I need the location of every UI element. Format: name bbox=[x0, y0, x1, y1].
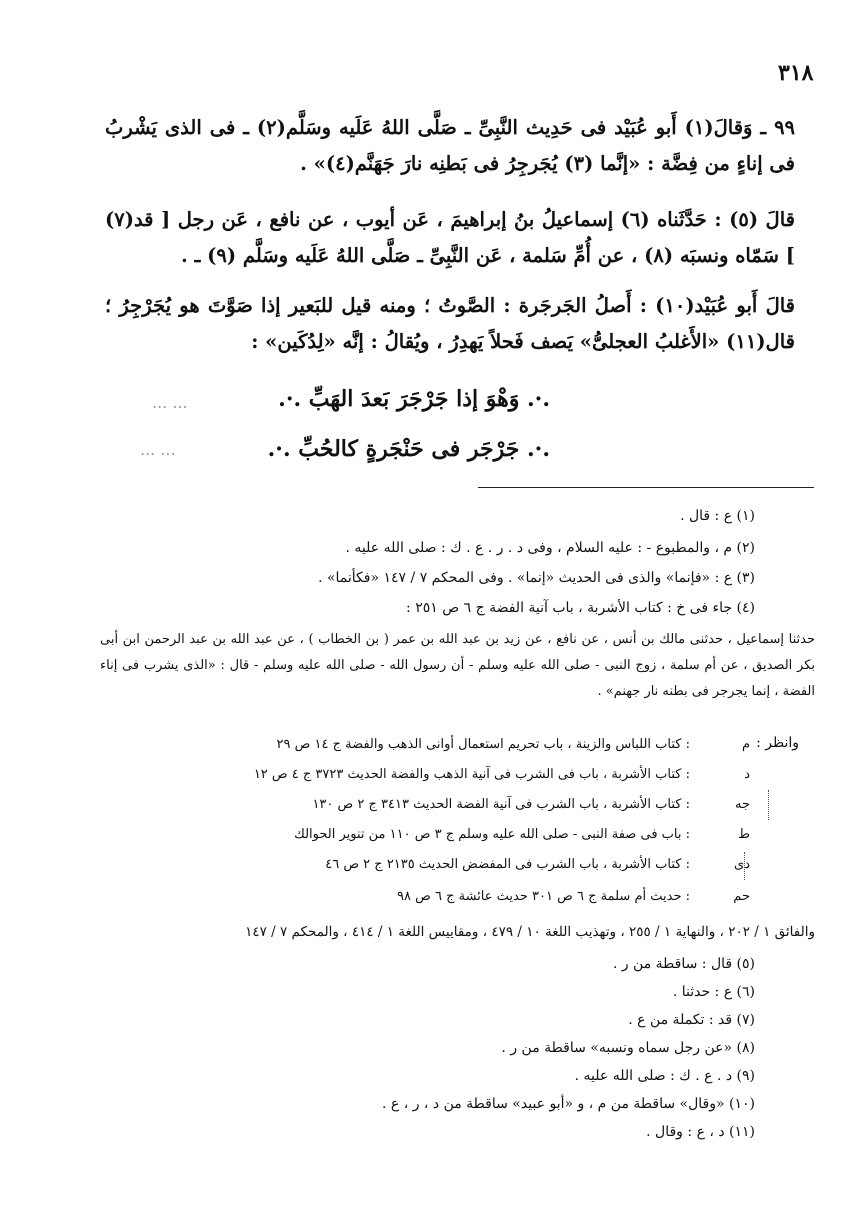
footnote-5: (٥) قال : ساقطة من ر . bbox=[612, 956, 755, 972]
footnote-1: (١) ع : قال . bbox=[680, 508, 755, 524]
reference-code: د bbox=[744, 767, 750, 782]
margin-bracket bbox=[760, 790, 769, 820]
faint-mark-1: ... ... bbox=[152, 393, 188, 412]
footnote-10: (١٠) «وقال» ساقطة من م ، و «أبو عبيد» ساقطة من د ، ر ، ع . bbox=[382, 1096, 755, 1112]
footnote-8: (٨) «عن رجل سماه ونسبه» ساقطة من ر . bbox=[501, 1040, 755, 1056]
see-also-label: وانظر : bbox=[756, 735, 799, 751]
footnote-7: (٧) قد : تكملة من ع . bbox=[628, 1012, 755, 1028]
page-number: ٣١٨ bbox=[778, 60, 814, 86]
margin-bracket bbox=[736, 852, 745, 880]
reference-text: : كتاب اللباس والزينة ، باب تحريم استعمال أوانى الذهب والفضة ج ١٤ ص ٢٩ bbox=[276, 737, 690, 752]
paragraph-explanation: قالَ أَبو عُبَيْد(١٠) : أَصلُ الجَرجَرة : الصَّوتُ ؛ ومنه قيل للبَعير إذا صَوَّتَ هو يُجَرْجِرُ ؛ قال(١١) «الأَغلبُ العجلىُّ» يَصف فَحلاً يَهدِرُ ، ويُقالُ : إنَّه «لِدُكَين» : bbox=[105, 294, 796, 353]
reference-text: : كتاب الأشربة ، باب فى الشرب فى آنية الذهب والفضة الحديث ٣٧٢٣ ج ٤ ص ١٢ bbox=[253, 767, 690, 782]
faint-mark-2: ... ... bbox=[140, 440, 176, 459]
verse-line-1: .·. وَهْوَ إذا جَرْجَرَ بَعدَ الهَبِّ .·. bbox=[278, 386, 550, 412]
footnote-3: (٣) ع : «فإنما» والذى فى الحديث «إنما» . وفى المحكم ٧ / ١٤٧ «فكأنما» . bbox=[318, 570, 755, 586]
footnote-6: (٦) ع : حدثنا . bbox=[672, 984, 755, 1000]
reference-text: : حديث أم سلمة ج ٦ ص ٣٠١ حديث عائشة ج ٦ ص ٩٨ bbox=[397, 889, 690, 904]
footnote-4-head: (٤) جاء فى خ : كتاب الأشربة ، باب آنية الفضة ج ٦ ص ٢٥١ : bbox=[406, 600, 755, 616]
footnote-4-tail: والفائق ١ / ٢٠٢ ، والنهاية ١ / ٢٥٥ ، وتهذيب اللغة ١٠ / ٤٧٩ ، ومقاييس اللغة ١ / ٤١٤ ، والمحكم ٧ / ١٤٧ bbox=[245, 924, 815, 940]
paragraph-hadith-99: ٩٩ ـ وَقالَ(١) أَبو عُبَيْد فى حَدِيث النَّبِىِّ ـ صَلَّى اللهُ عَلَيه وسَلَّم(٢) ـ فى الذى يَشْربُ فى إناءٍ من فِضَّة : «إنَّما (٣) يُجَرجِرُ فى بَطنِه نارَ جَهَنَّم(٤)» . bbox=[105, 116, 796, 175]
reference-code: جه bbox=[734, 797, 750, 812]
footnote-9: (٩) د . ع . ك : صلى الله عليه . bbox=[574, 1068, 755, 1084]
verse-line-2: .·. جَرْجَر فى حَنْجَرةٍ كالحُبِّ .·. bbox=[267, 436, 550, 462]
reference-text: : كتاب الأشربة ، باب الشرب فى المفضض الحديث ٢١٣٥ ج ٢ ص ٤٦ bbox=[325, 857, 690, 872]
paragraph-isnad: قالَ (٥) : حَدَّثَناه (٦) إسماعيلُ بنُ إبراهيمَ ، عَن أيوب ، عن نافع ، عَن رجل [ قد(٧) ] سَمّاه ونسبَه (٨) ، عن أُمِّ سَلمة ، عَن النَّبِىِّ ـ صَلَّى اللهُ عَلَيه وسَلَّم (٩) ـ . bbox=[105, 208, 795, 267]
reference-text: : باب فى صفة النبى - صلى الله عليه وسلم ج ٣ ص ١١٠ من تنوير الحوالك bbox=[294, 827, 690, 842]
footnote-2: (٢) م ، والمطبوع - : عليه السلام ، وفى د . ر . ع . ك : صلى الله عليه . bbox=[345, 540, 755, 556]
footnote-divider bbox=[478, 487, 814, 488]
reference-code: دى bbox=[734, 857, 750, 872]
reference-code: م bbox=[741, 737, 750, 752]
reference-code: ط bbox=[737, 827, 750, 842]
footnote-4-text: حدثنا إسماعيل ، حدثنى مالك بن أنس ، عن نافع ، عن زيد بن عبد الله بن عمر ( بن الخطاب ) ، عن عبد الله بن عبد الرحمن ابن أبى بكر الصديق ، عن أم سلمة ، زوج النبى - صلى الله عليه وسلم - أن رسول الله - صلى الله عليه وسلم - قال : «الذى يشرب فى إناء الفضة ، إنما يجرجر فى بطنه نار جهنم» . bbox=[100, 632, 815, 699]
footnote-11: (١١) د ، ع : وقال . bbox=[646, 1124, 755, 1140]
reference-code: حم bbox=[733, 889, 750, 904]
reference-text: : كتاب الأشربة ، باب الشرب فى آنية الفضة الحديث ٣٤١٣ ج ٢ ص ١٣٠ bbox=[312, 797, 690, 812]
